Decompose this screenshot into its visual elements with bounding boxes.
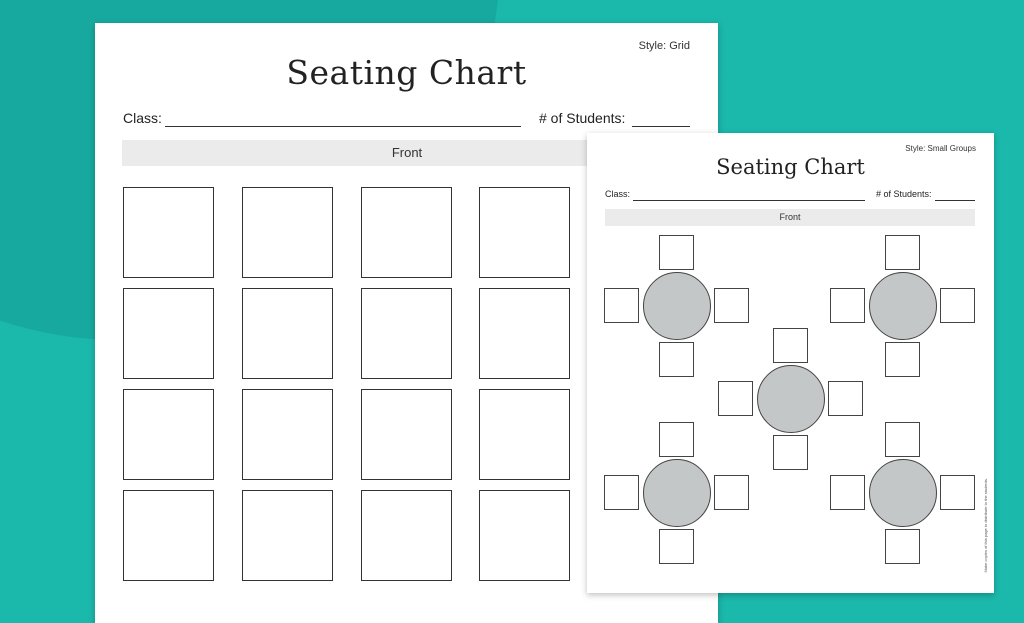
class-label: Class: — [605, 189, 631, 199]
class-label: Class: — [123, 110, 162, 126]
page-title: Seating Chart — [716, 155, 865, 179]
seat-box — [604, 288, 639, 323]
round-table — [869, 272, 937, 340]
seat-box — [830, 475, 865, 510]
seat-box — [714, 475, 749, 510]
desk-box — [361, 187, 452, 278]
desk-box — [242, 490, 333, 581]
students-field-line — [935, 200, 975, 201]
round-table — [869, 459, 937, 527]
table-group — [604, 422, 750, 564]
desk-box — [479, 490, 570, 581]
seat-box — [828, 381, 863, 416]
small-groups-seating-chart-sheet — [587, 133, 994, 593]
desk-box — [123, 288, 214, 379]
class-field-line — [165, 126, 521, 127]
desk-box — [123, 490, 214, 581]
side-note: Make copies of this page to distribute to the students. — [983, 478, 988, 573]
round-table — [643, 272, 711, 340]
front-bar: Front — [605, 209, 975, 226]
round-table — [643, 459, 711, 527]
students-label: # of Students: — [876, 189, 932, 199]
seat-box — [718, 381, 753, 416]
desk-box — [361, 288, 452, 379]
header-fields — [123, 110, 690, 130]
desk-box — [361, 490, 452, 581]
seat-box — [830, 288, 865, 323]
desk-box — [123, 389, 214, 480]
desk-box — [479, 187, 570, 278]
students-field-line — [632, 126, 690, 127]
desk-box — [242, 389, 333, 480]
desk-box — [479, 389, 570, 480]
seat-box — [659, 342, 694, 377]
seat-box — [659, 422, 694, 457]
front-bar: Front — [122, 140, 692, 166]
round-table — [757, 365, 825, 433]
desk-box — [242, 187, 333, 278]
seat-box — [940, 288, 975, 323]
seat-box — [940, 475, 975, 510]
seat-box — [885, 342, 920, 377]
seat-box — [659, 529, 694, 564]
desk-box — [361, 389, 452, 480]
style-label: Style: Small Groups — [905, 144, 976, 153]
desk-box — [123, 187, 214, 278]
style-label: Style: Grid — [638, 40, 690, 52]
seat-box — [604, 475, 639, 510]
desk-box — [479, 288, 570, 379]
page-title: Seating Chart — [286, 53, 527, 92]
table-group — [830, 422, 976, 564]
students-label: # of Students: — [539, 110, 626, 126]
header-fields — [605, 189, 976, 203]
seat-box — [885, 529, 920, 564]
seat-box — [773, 328, 808, 363]
seat-box — [773, 435, 808, 470]
seat-box — [714, 288, 749, 323]
seat-box — [885, 422, 920, 457]
class-field-line — [633, 200, 865, 201]
desk-box — [242, 288, 333, 379]
seat-box — [659, 235, 694, 270]
seat-box — [885, 235, 920, 270]
